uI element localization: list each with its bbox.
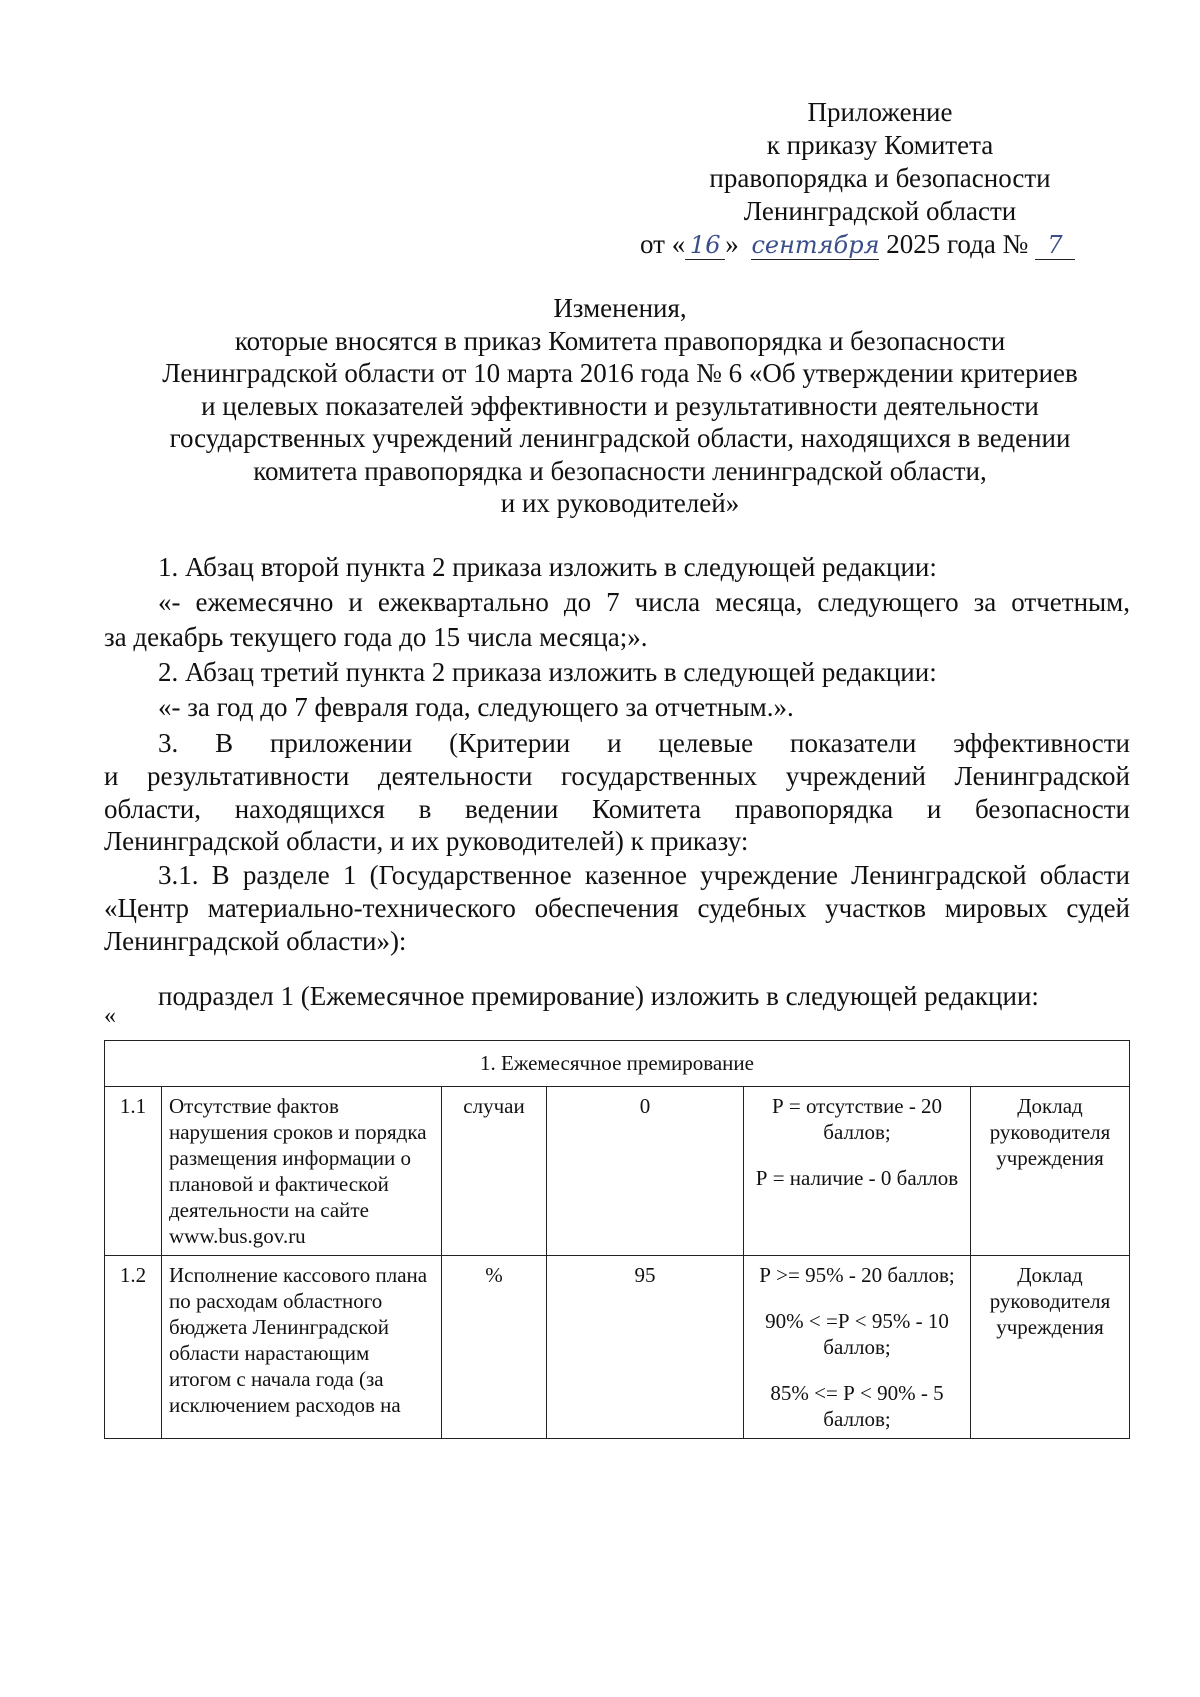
target-value: 0: [547, 1087, 744, 1256]
paragraph-2: 2. Абзац третий пункта 2 приказа изложить в следующей редакции:: [158, 657, 937, 687]
paragraph-1: 1. Абзац второй пункта 2 приказа изложить в следующей редакции:: [158, 552, 937, 582]
source-cell: Доклад руководителя учреждения: [971, 1087, 1130, 1256]
criteria-table: [104, 1040, 1130, 1439]
row-number: 1.2: [105, 1256, 162, 1439]
table-row: [105, 1256, 1130, 1439]
document-title: [100, 292, 1140, 520]
score-rule: Р >= 95% - 20 баллов;: [759, 1263, 955, 1287]
date-prefix: от «: [640, 229, 686, 259]
paragraph-1-quote-line: «- ежемесячно и ежеквартально до 7 числа месяца, следующего за отчетным,: [158, 587, 1130, 617]
paragraph-subsection: подраздел 1 (Ежемесячное премирование) изложить в следующей редакции:: [158, 981, 1039, 1011]
table-row: [105, 1087, 1130, 1256]
title-line: и целевых показателей эффективности и результативности деятельности: [201, 390, 1039, 421]
table-section-row: [105, 1041, 1130, 1087]
header-line: правопорядка и безопасности: [709, 163, 1051, 193]
target-value: 95: [547, 1256, 744, 1439]
score-rule: 90% < =Р < 95% - 10 баллов;: [765, 1309, 949, 1359]
unit-cell: %: [442, 1256, 547, 1439]
paragraph-3-1-line: Ленинградской области»):: [104, 926, 407, 956]
handwritten-day: 16: [685, 231, 725, 260]
score-rule: 85% <= Р < 90% - 5 баллов;: [770, 1381, 944, 1431]
unit-cell: случаи: [442, 1087, 547, 1256]
header-line: Ленинградской области: [743, 196, 1017, 226]
paragraph-1-quote-line: за декабрь текущего года до 15 числа месяца;».: [104, 622, 648, 652]
handwritten-month: сентября: [751, 231, 880, 259]
handwritten-number: 7: [1035, 231, 1075, 260]
title-line: комитета правопорядка и безопасности ленинградской области,: [253, 455, 987, 486]
paragraph-3-line: Ленинградской области, и их руководителей) к приказу:: [104, 826, 749, 856]
title-line: которые вносятся в приказ Комитета правопорядка и безопасности: [234, 325, 1006, 356]
score-cell: [744, 1087, 971, 1256]
score-cell: [744, 1256, 971, 1439]
paragraph-3-line: области, находящихся в ведении Комитета правопорядка и безопасности: [104, 794, 1130, 824]
row-number: 1.1: [105, 1087, 162, 1256]
date-mid: »: [725, 229, 739, 259]
title-line: Изменения,: [553, 293, 687, 323]
score-rule: Р = отсутствие - 20 баллов;: [771, 1094, 943, 1144]
criterion-name: Отсутствие фактов нарушения сроков и порядка размещения информации о плановой и фактической деятельности на сайте www.bus.gov.ru: [162, 1087, 442, 1256]
opening-quote: «: [104, 1003, 116, 1029]
source-cell: Доклад руководителя учреждения: [971, 1256, 1130, 1439]
title-line: государственных учреждений ленинградской области, находящихся в ведении: [169, 423, 1071, 453]
section-title-cell: 1. Ежемесячное премирование: [105, 1041, 1130, 1087]
paragraph-3-line: 3. В приложении (Критерии и целевые показатели эффективности: [158, 728, 1130, 758]
paragraph-3-1-line: «Центр материально-технического обеспечения судебных участков мировых судей: [104, 893, 1130, 923]
paragraph-3-line: и результативности деятельности государственных учреждений Ленинградской: [104, 761, 1130, 791]
date-year: 2025 года №: [886, 229, 1029, 259]
criterion-name: Исполнение кассового плана по расходам областного бюджета Ленинградской области нарастающим итогом с начала года (за исключением расходов на: [162, 1256, 442, 1439]
score-rule: Р = наличие - 0 баллов: [755, 1166, 959, 1190]
paragraph-2-quote: «- за год до 7 февраля года, следующего за отчетным.».: [158, 692, 794, 722]
order-date-line: [640, 229, 1075, 260]
title-line: Ленинградской области от 10 марта 2016 года № 6 «Об утверждении критериев: [162, 358, 1078, 388]
title-line: и их руководителей»: [500, 488, 740, 518]
header-line: Приложение: [807, 97, 953, 127]
header-line: к приказу Комитета: [766, 130, 994, 160]
paragraph-3-1-line: 3.1. В разделе 1 (Государственное казенное учреждение Ленинградской области: [158, 860, 1130, 890]
appendix-header: [560, 96, 1200, 228]
